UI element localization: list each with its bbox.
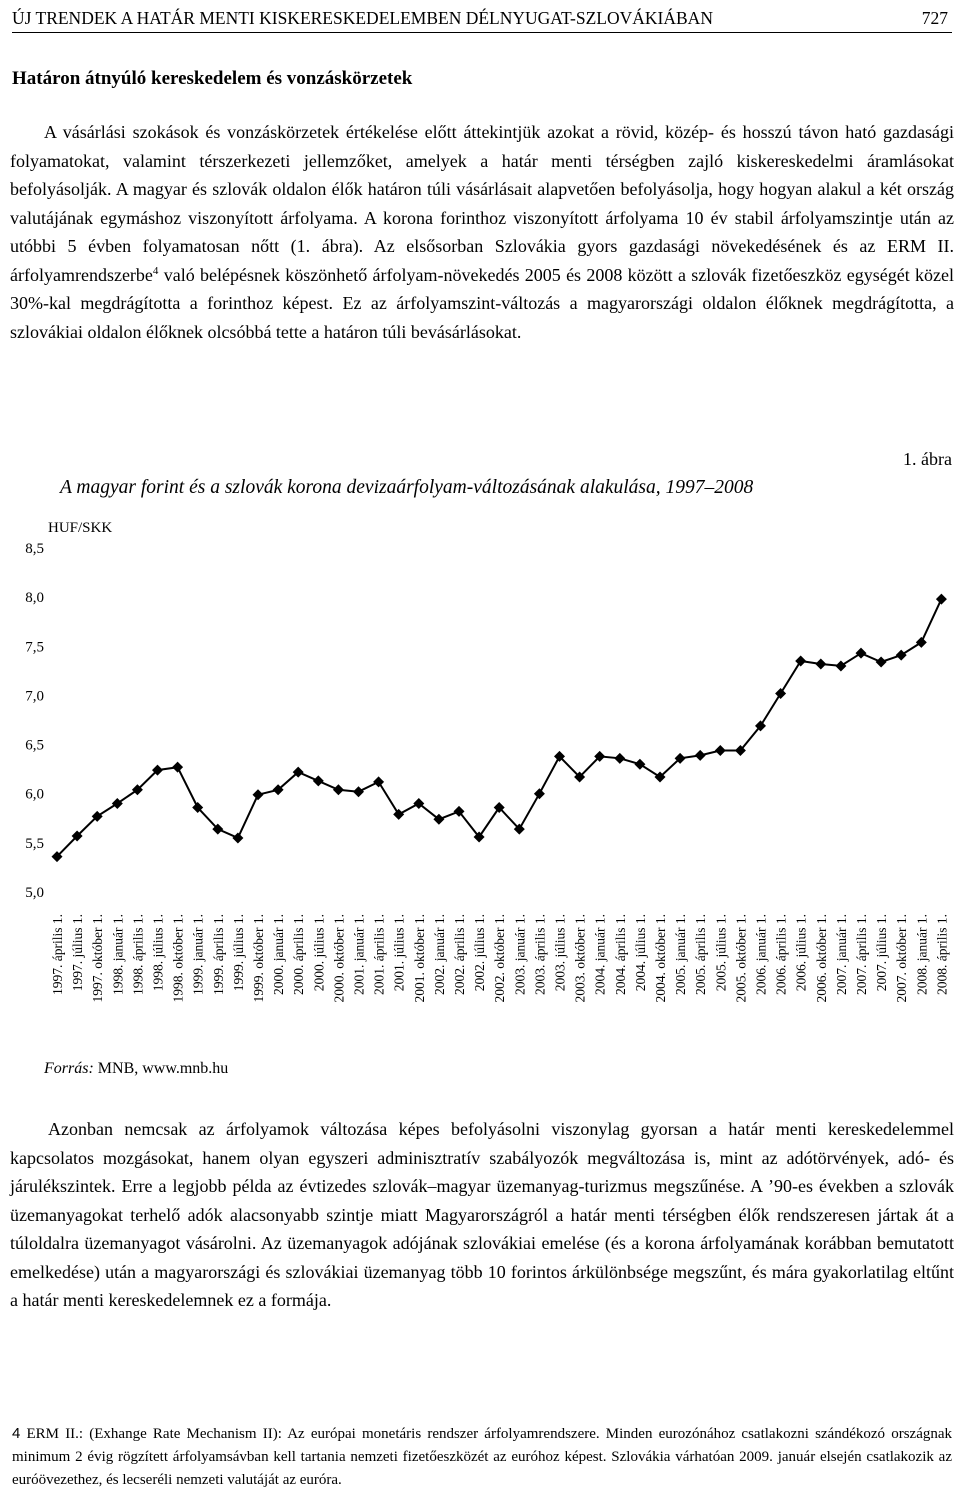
data-point bbox=[393, 809, 404, 820]
x-tick-label: 1998. október 1. bbox=[170, 914, 186, 1003]
data-point bbox=[856, 648, 867, 659]
x-tick-label: 2001. április 1. bbox=[371, 914, 387, 995]
exchange-rate-series-markers bbox=[52, 594, 947, 863]
x-tick-label: 1998. július 1. bbox=[150, 914, 166, 992]
data-point bbox=[835, 660, 846, 671]
x-tick-label: 2007. január 1. bbox=[833, 914, 849, 995]
x-tick-label: 2008. január 1. bbox=[914, 914, 930, 995]
x-tick-label: 2004. április 1. bbox=[612, 914, 628, 995]
paragraph2-sentence1: Azonban nemcsak az árfolyamok változása képes befolyásolni viszonylag gyorsan a határ menti kereskedelemmel kapcsolatos mozgásokat, hanem olyan egyszeri adminisztratív szabályozók megváltozása is, mint az adótörvények, adó- és járulékszintek. bbox=[10, 1119, 954, 1196]
data-point bbox=[876, 657, 887, 668]
footnote-reference: 4 bbox=[152, 264, 159, 277]
data-point bbox=[333, 784, 344, 795]
x-tick-label: 2006. október 1. bbox=[813, 914, 829, 1003]
paragraph1-sentence4-start: Az elsősorban Szlovákia gyors gazdasági növekedésének és az ERM II. árfolyamrendszerbe bbox=[10, 236, 954, 285]
data-point bbox=[695, 750, 706, 761]
paragraph1-sentence2: A magyar és szlovák oldalon élők határon túli vásárlásait alapvetően befolyásolja, hogy hogyan alakul a két ország valutájának egymáshoz viszonyított árfolyama. bbox=[10, 179, 954, 228]
figure-source bbox=[44, 1060, 228, 1078]
x-tick-label: 1999. január 1. bbox=[190, 914, 206, 995]
exchange-rate-series-line bbox=[57, 599, 941, 857]
x-tick-label: 1999. július 1. bbox=[230, 914, 246, 992]
running-header bbox=[12, 4, 952, 33]
y-tick-label: 5,5 bbox=[25, 835, 44, 852]
y-tick-label: 8,5 bbox=[25, 541, 44, 557]
data-point bbox=[916, 637, 927, 648]
paragraph1-sentence4-end: való belépésnek köszönhető árfolyam-növekedés 2005 és 2008 között a szlovák fizetőeszköz egységét közel 30%-kal megdrágította a forinthoz képest. bbox=[10, 264, 954, 313]
x-tick-label: 2000. július 1. bbox=[311, 914, 327, 992]
paragraph1-sentence1: A vásárlási szokások és vonzáskörzetek értékelése előtt áttekintjük azokat a rövid, közép- és hosszú távon ható gazdasági folyamatokat, valamint térszerkezeti jellemzőket, amelyek a határ menti térségben zajló kiskereskedelmi áramlásokat befolyásolják. bbox=[10, 122, 954, 199]
x-tick-label: 2000. április 1. bbox=[291, 914, 307, 995]
data-point bbox=[775, 688, 786, 699]
x-tick-label: 2004. január 1. bbox=[592, 914, 608, 995]
x-tick-label: 2004. október 1. bbox=[653, 914, 668, 1003]
paragraph1-sentence5: Ez az árfolyamszint-változás a magyarországi oldalon élőknek megdrágította, a szlovákiai oldalon élőknek olcsóbbá tette a határon túli bevásárlásokat. bbox=[10, 293, 955, 342]
x-tick-label: 2006. január 1. bbox=[753, 914, 769, 995]
x-tick-label: 2005. október 1. bbox=[733, 914, 749, 1003]
x-tick-label: 2007. április 1. bbox=[854, 914, 869, 995]
x-tick-label: 2001. július 1. bbox=[391, 914, 407, 992]
footnote bbox=[12, 1422, 952, 1492]
y-tick-label: 6,5 bbox=[25, 737, 44, 754]
x-tick-label: 1999. október 1. bbox=[251, 914, 266, 1003]
footnote-text: ERM II.: (Exhange Rate Mechanism II): Az európai monetáris rendszer árfolyamrendszere. Minden eurozónához csatlakozni szándékozó országnak minimum 2 évig rögzített árfolyamsávban kell tartania nemzeti fizetőeszközét az euróhoz képest. Szlovákia várhatóan 2009. január elsején csatlakozik az euróövezethez, és lecseréli nemzeti valutáját az euróra. bbox=[12, 1426, 953, 1488]
source-text: MNB, www.mnb.hu bbox=[97, 1060, 229, 1077]
x-tick-label: 2002. január 1. bbox=[431, 914, 447, 995]
x-tick-label: 2005. április 1. bbox=[693, 914, 709, 995]
x-tick-label: 2001. január 1. bbox=[351, 914, 367, 995]
x-tick-label: 1997. július 1. bbox=[70, 914, 86, 992]
x-tick-label: 2007. július 1. bbox=[874, 914, 890, 992]
x-tick-label: 2008. április 1. bbox=[934, 914, 950, 995]
data-point bbox=[232, 832, 243, 843]
x-tick-label: 2005. július 1. bbox=[713, 914, 729, 992]
data-point bbox=[815, 658, 826, 669]
data-point bbox=[313, 775, 324, 786]
exchange-rate-line-chart bbox=[0, 510, 960, 1060]
x-tick-label: 2003. január 1. bbox=[512, 914, 528, 995]
y-tick-label: 6,0 bbox=[25, 786, 44, 803]
x-tick-label: 2002. július 1. bbox=[472, 914, 488, 992]
y-tick-label: 7,0 bbox=[25, 688, 44, 705]
figure-title: A magyar forint és a szlovák korona devizaárfolyam-változásának alakulása, 1997–2008 bbox=[60, 477, 754, 498]
x-tick-label: 1998. április 1. bbox=[130, 914, 146, 995]
x-tick-label: 2007. október 1. bbox=[894, 914, 910, 1003]
x-tick-label: 2002. október 1. bbox=[492, 914, 508, 1003]
paragraph2-sentence2: Erre a legjobb példa az évtizedes szlovák–magyar üzemanyag-turizmus megszűnése. bbox=[121, 1176, 745, 1196]
y-axis-ticks bbox=[25, 541, 44, 901]
y-tick-label: 8,0 bbox=[25, 590, 44, 607]
x-tick-label: 2000. január 1. bbox=[271, 914, 287, 995]
data-point bbox=[373, 776, 384, 787]
x-tick-label: 2003. április 1. bbox=[532, 914, 548, 995]
x-tick-label: 2000. október 1. bbox=[331, 914, 347, 1003]
data-point bbox=[253, 789, 264, 800]
data-point bbox=[634, 759, 645, 770]
x-tick-label: 1998. január 1. bbox=[110, 914, 126, 995]
data-point bbox=[614, 753, 625, 764]
section-title: Határon átnyúló kereskedelem és vonzáskörzetek bbox=[12, 68, 413, 89]
x-tick-label: 2006. április 1. bbox=[773, 914, 789, 995]
paragraph2-sentence4: Az üzemanyagok adójának szlovákiai emelése (és a korona árfolyamának korábban bemutatott emelkedése) után a magyarországi és szlovákiai üzemanyag több 10 forintos árkülönbsége megszűnt, és mára gyakorlatilag eltűnt a határ menti kereskedelemnek ez a formája. bbox=[10, 1233, 955, 1310]
x-tick-label: 2006. július 1. bbox=[793, 914, 809, 992]
y-tick-label: 7,5 bbox=[25, 639, 44, 656]
page-number: 727 bbox=[921, 8, 948, 28]
x-tick-label: 1997. október 1. bbox=[90, 914, 106, 1003]
x-axis-ticks bbox=[50, 914, 949, 1003]
footnote-number: 4 bbox=[12, 1425, 21, 1442]
x-tick-label: 1997. április 1. bbox=[50, 914, 65, 995]
source-label: Forrás: bbox=[44, 1060, 94, 1077]
figure-number: 1. ábra bbox=[903, 449, 952, 469]
x-tick-label: 2001. október 1. bbox=[411, 914, 427, 1003]
x-tick-label: 2005. január 1. bbox=[673, 914, 689, 995]
x-tick-label: 2004. július 1. bbox=[632, 914, 648, 992]
y-tick-label: 5,0 bbox=[25, 885, 44, 901]
paragraph2-sentence3: A ’90-es években a szlovák üzemanyagokat terhelő adók alacsonyabb szintje miatt Magyarországról a határ menti térségben élők rendszeresen jártak át a túloldalra üzemanyagot vásárolni. bbox=[10, 1176, 954, 1253]
data-point bbox=[896, 650, 907, 661]
data-point bbox=[534, 788, 545, 799]
x-tick-label: 2003. július 1. bbox=[552, 914, 568, 992]
data-point bbox=[172, 762, 183, 773]
running-header-title: ÚJ TRENDEK A HATÁR MENTI KISKERESKEDELEMBEN DÉLNYUGAT-SZLOVÁKIÁBAN bbox=[12, 8, 713, 28]
y-axis-unit-label: HUF/SKK bbox=[48, 520, 113, 536]
data-point bbox=[936, 594, 947, 605]
x-tick-label: 1999. április 1. bbox=[210, 914, 226, 995]
data-point bbox=[353, 786, 364, 797]
data-point bbox=[795, 656, 806, 667]
x-tick-label: 2002. április 1. bbox=[452, 914, 467, 995]
x-tick-label: 2003. október 1. bbox=[572, 914, 588, 1003]
data-point bbox=[715, 745, 726, 756]
paragraph1-sentence3: A korona forinthoz viszonyított árfolyama 10 év stabil árfolyamszintje után az utóbbi 5 évben folyamatosan nőtt (1. ábra). bbox=[10, 207, 954, 256]
paragraph-fuel-tourism bbox=[10, 1115, 954, 1315]
paragraph-exchange-rate bbox=[10, 118, 954, 346]
